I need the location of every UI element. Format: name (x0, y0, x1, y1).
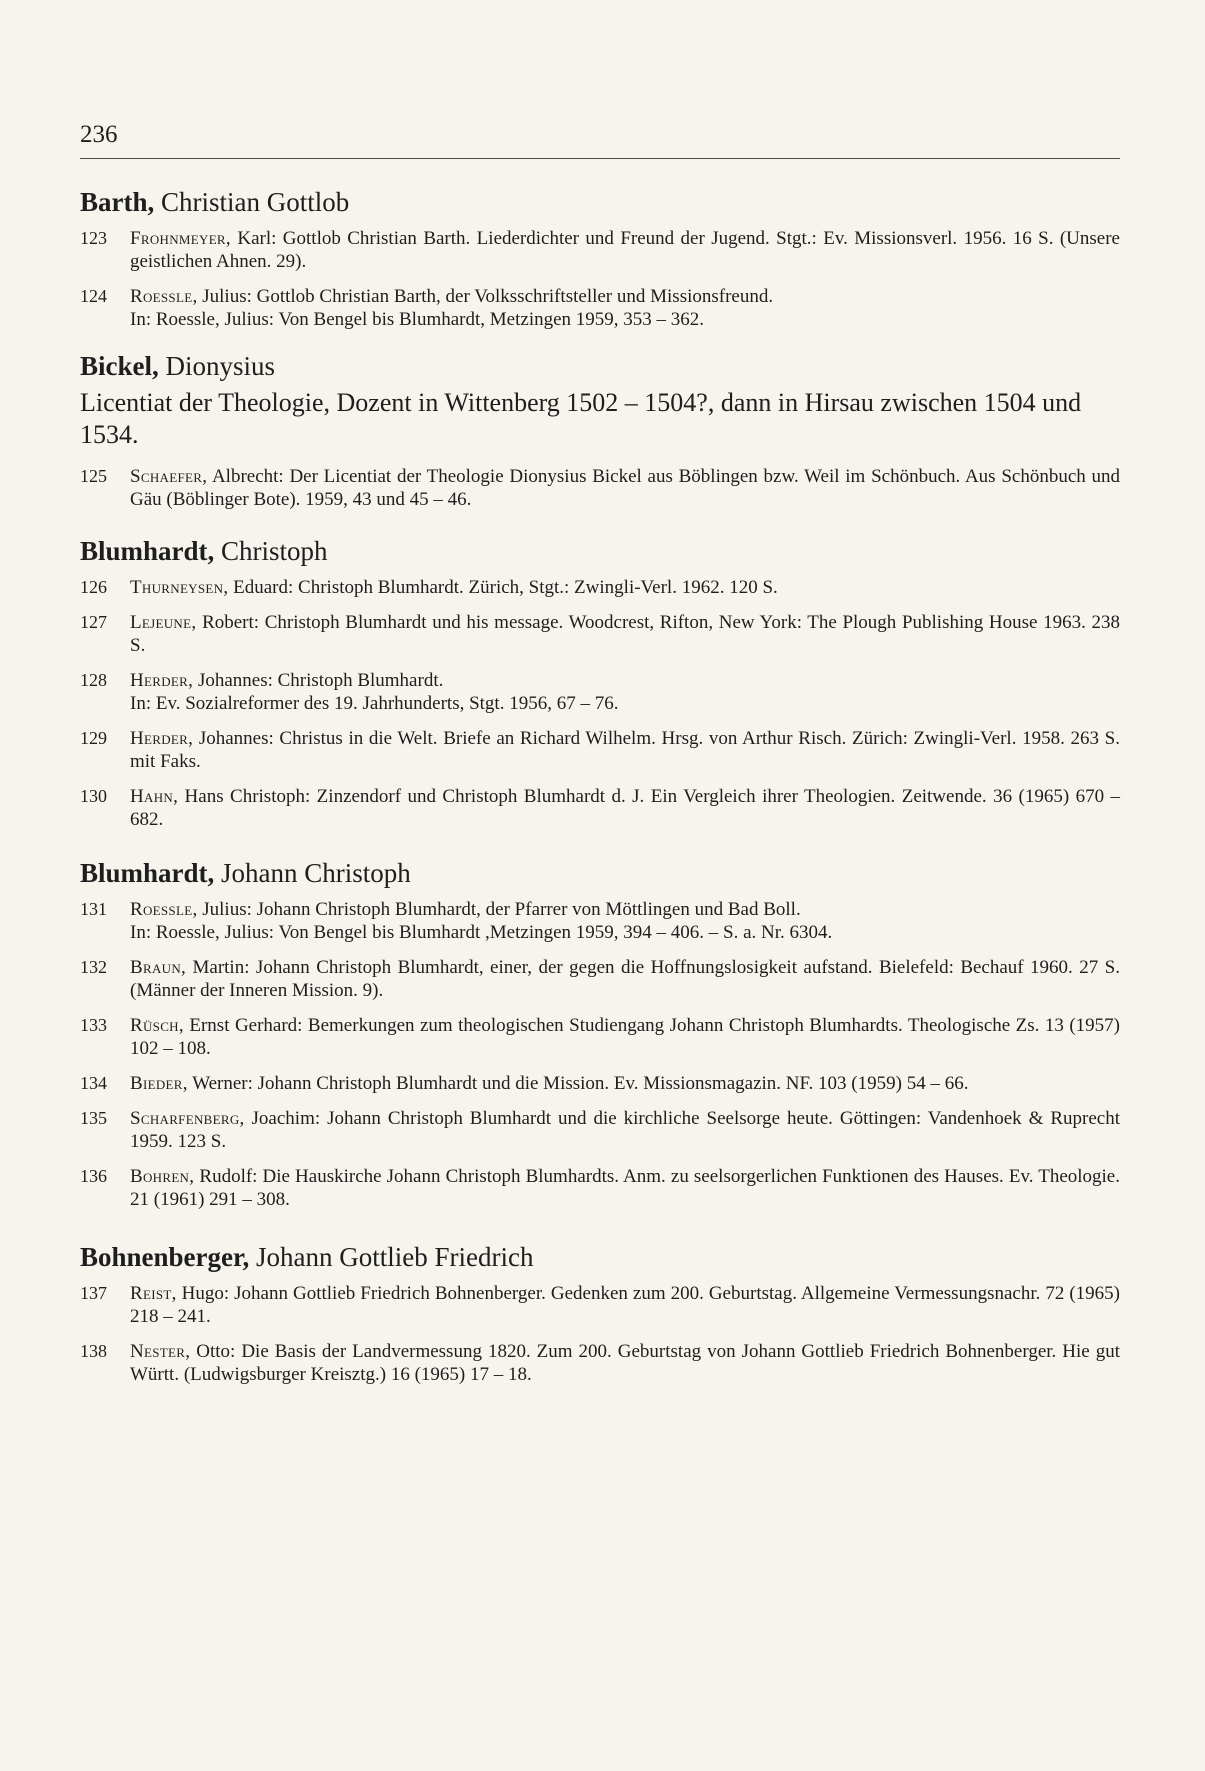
section-bickel (80, 350, 1120, 511)
page-number: 236 (80, 121, 118, 148)
heading-given-name: Johann Gottlieb Friedrich (249, 1242, 534, 1272)
entry-author: Scharfenberg, (130, 1108, 245, 1129)
entry-author: Bohren, (130, 1166, 195, 1187)
heading-surname: Blumhardt, (80, 536, 215, 566)
entry-number: 125 (80, 466, 107, 486)
entry-author: Herder, (130, 728, 194, 749)
entry-text: Martin: Johann Christoph Blumhardt, einer, der gegen die Hoffnungslosigkeit aufstand. Bielefeld: Bechauf 1960. 27 S. (Männer der Inneren Mission. 9). (130, 957, 1120, 1001)
entry-source-line: In: Roessle, Julius: Von Bengel bis Blumhardt ,Metzingen 1959, 394 – 406. – S. a. Nr. 6304. (130, 922, 833, 943)
entry-number: 129 (80, 728, 107, 748)
bibliography-entry (80, 1340, 1120, 1386)
entry-text: Julius: Johann Christoph Blumhardt, der Pfarrer von Möttlingen und Bad Boll. (197, 899, 801, 920)
bibliography-entry (80, 1165, 1120, 1211)
heading-given-name: Johann Christoph (214, 858, 411, 888)
bibliography-entry (80, 285, 1120, 331)
heading-given-name: Dionysius (158, 351, 276, 381)
entry-author: Roessle, (130, 286, 198, 307)
bibliography-entry (80, 576, 1120, 599)
entry-text: Johannes: Christoph Blumhardt. (193, 670, 444, 691)
bibliography-entry (80, 898, 1120, 944)
heading-given-name: Christian Gottlob (154, 187, 350, 217)
entry-author: Thurneysen, (130, 577, 229, 598)
entry-author: Schaefer, (130, 466, 208, 487)
entry-author: Bieder, (130, 1073, 188, 1094)
entry-author: Frohnmeyer, (130, 228, 231, 249)
entry-number: 133 (80, 1015, 107, 1035)
entry-number: 130 (80, 786, 107, 806)
entry-source-line: In: Ev. Sozialreformer des 19. Jahrhunderts, Stgt. 1956, 67 – 76. (130, 693, 619, 714)
section-heading (80, 350, 1120, 383)
bibliography-entry (80, 1014, 1120, 1060)
bibliography-entry (80, 727, 1120, 773)
entry-text: Albrecht: Der Licentiat der Theologie Dionysius Bickel aus Böblingen bzw. Weil im Schönbuch. Aus Schönbuch und Gäu (Böblinger Bote). 1959, 43 und 45 – 46. (130, 466, 1120, 510)
entry-number: 123 (80, 228, 107, 248)
entry-text: Otto: Die Basis der Landvermessung 1820. Zum 200. Geburtstag von Johann Gottlieb Friedrich Bohnenberger. Hie gut Württ. (Ludwigsburger Kreisztg.) 16 (1965) 17 – 18. (130, 1341, 1120, 1385)
entry-author: Herder, (130, 670, 194, 691)
entry-text: Eduard: Christoph Blumhardt. Zürich, Stgt.: Zwingli-Verl. 1962. 120 S. (228, 577, 778, 598)
section-description: Licentiat der Theologie, Dozent in Wittenberg 1502 – 1504?, dann in Hirsau zwischen 1504 und 1534. (80, 388, 1082, 449)
section-bohnenberger (80, 1241, 1120, 1386)
bibliography-entry (80, 1072, 1120, 1095)
bibliography-entry (80, 465, 1120, 511)
entry-author: Rüsch, (130, 1015, 184, 1036)
entry-text: Robert: Christoph Blumhardt und his message. Woodcrest, Rifton, New York: The Plough Publishing House 1963. 238 S. (130, 612, 1120, 656)
entry-text: Karl: Gottlob Christian Barth. Liederdichter und Freund der Jugend. Stgt.: Ev. Missionsverl. 1956. 16 S. (Unsere geistlichen Ahnen. 29). (130, 228, 1120, 272)
entry-number: 138 (80, 1341, 107, 1361)
entry-number: 127 (80, 612, 107, 632)
entry-author: Roessle, (130, 899, 198, 920)
section-barth (80, 186, 1120, 331)
entry-author: Braun, (130, 957, 187, 978)
entry-author: Reist, (130, 1283, 177, 1304)
entry-number: 131 (80, 899, 107, 919)
bibliography-entry (80, 1107, 1120, 1153)
header-rule (80, 158, 1120, 159)
entry-number: 136 (80, 1166, 107, 1186)
bibliography-entry (80, 669, 1120, 715)
entry-author: Hahn, (130, 786, 179, 807)
entry-source-line: In: Roessle, Julius: Von Bengel bis Blumhardt, Metzingen 1959, 353 – 362. (130, 309, 705, 330)
entry-text: Julius: Gottlob Christian Barth, der Volksschriftsteller und Missionsfreund. (197, 286, 774, 307)
entry-number: 134 (80, 1073, 107, 1093)
bibliography-entry (80, 956, 1120, 1002)
section-heading (80, 857, 1120, 890)
entry-number: 124 (80, 286, 107, 306)
entry-author: Lejeune, (130, 612, 197, 633)
entry-author: Nester, (130, 1341, 191, 1362)
heading-surname: Barth, (80, 187, 155, 217)
bibliography-entry (80, 227, 1120, 273)
heading-surname: Bickel, (80, 351, 159, 381)
bibliography-entry (80, 1282, 1120, 1328)
entry-number: 126 (80, 577, 107, 597)
section-blumhardt-christoph (80, 535, 1120, 831)
entry-text: Joachim: Johann Christoph Blumhardt und die kirchliche Seelsorge heute. Göttingen: Vandenhoek & Ruprecht 1959. 123 S. (130, 1108, 1120, 1152)
section-heading (80, 186, 1120, 219)
entry-number: 128 (80, 670, 107, 690)
entry-text: Hans Christoph: Zinzendorf und Christoph Blumhardt d. J. Ein Vergleich ihrer Theologien. Zeitwende. 36 (1965) 670 – 682. (130, 786, 1120, 830)
heading-surname: Bohnenberger, (80, 1242, 250, 1272)
heading-surname: Blumhardt, (80, 858, 215, 888)
section-blumhardt-johann-christoph (80, 857, 1120, 1211)
bibliography-content (80, 186, 1120, 1398)
section-heading (80, 535, 1120, 568)
heading-given-name: Christoph (214, 536, 328, 566)
entry-number: 135 (80, 1108, 107, 1128)
bibliography-entry (80, 785, 1120, 831)
entry-text: Werner: Johann Christoph Blumhardt und die Mission. Ev. Missionsmagazin. NF. 103 (1959) 54 – 66. (187, 1073, 969, 1094)
entry-text: Hugo: Johann Gottlieb Friedrich Bohnenberger. Gedenken zum 200. Geburtstag. Allgemeine Vermessungsnachr. 72 (1965) 218 – 241. (130, 1283, 1120, 1327)
bibliography-entry (80, 611, 1120, 657)
section-heading (80, 1241, 1120, 1274)
entry-text: Ernst Gerhard: Bemerkungen zum theologischen Studiengang Johann Christoph Blumhardts. Theologische Zs. 13 (1957) 102 – 108. (130, 1015, 1120, 1059)
entry-text: Johannes: Christus in die Welt. Briefe an Richard Wilhelm. Hrsg. von Arthur Risch. Zürich: Zwingli-Verl. 1958. 263 S. mit Faks. (130, 728, 1120, 772)
entry-number: 132 (80, 957, 107, 977)
entry-number: 137 (80, 1283, 107, 1303)
entry-text: Rudolf: Die Hauskirche Johann Christoph Blumhardts. Anm. zu seelsorgerlichen Funktionen des Hauses. Ev. Theologie. 21 (1961) 291 – 308. (130, 1166, 1120, 1210)
